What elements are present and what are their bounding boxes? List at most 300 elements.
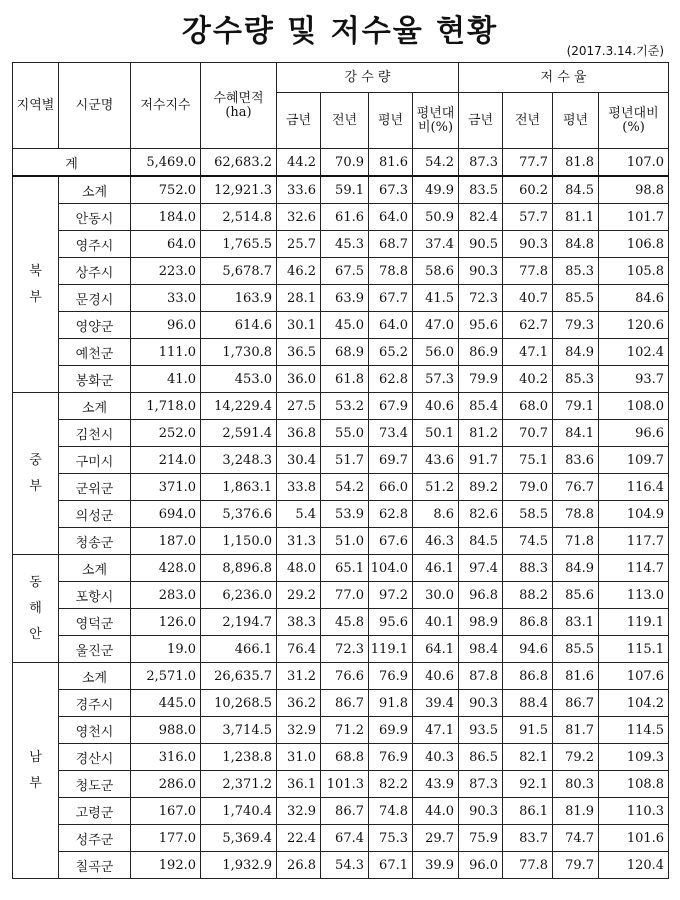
table-cell: 86.8 xyxy=(503,609,553,636)
table-cell: 1,740.4 xyxy=(201,798,277,825)
table-cell: 62.8 xyxy=(369,366,413,393)
table-cell: 68.8 xyxy=(321,744,369,771)
table-cell: 96.0 xyxy=(131,312,201,339)
table-cell: 44.2 xyxy=(277,149,321,177)
table-cell: 82.2 xyxy=(369,771,413,798)
table-cell: 77.7 xyxy=(503,149,553,177)
city-name: 울진군 xyxy=(59,636,131,663)
table-cell: 54.2 xyxy=(413,149,459,177)
table-row xyxy=(13,474,669,501)
table-cell: 33.6 xyxy=(277,176,321,204)
table-cell: 187.0 xyxy=(131,528,201,555)
table-row xyxy=(13,420,669,447)
table-cell: 45.0 xyxy=(321,312,369,339)
table-cell: 41.5 xyxy=(413,285,459,312)
table-cell: 2,371.2 xyxy=(201,771,277,798)
table-cell: 75.3 xyxy=(369,825,413,852)
table-cell: 78.8 xyxy=(369,258,413,285)
table-cell: 75.9 xyxy=(459,825,503,852)
table-cell: 163.9 xyxy=(201,285,277,312)
table-cell: 76.7 xyxy=(553,474,599,501)
table-cell: 5,469.0 xyxy=(131,149,201,177)
table-cell: 98.8 xyxy=(599,176,669,204)
table-cell: 51.2 xyxy=(413,474,459,501)
region-text: 남부 xyxy=(29,749,42,791)
table-cell: 90.3 xyxy=(459,798,503,825)
table-cell: 1,932.9 xyxy=(201,852,277,879)
table-cell: 89.2 xyxy=(459,474,503,501)
city-name: 칠곡군 xyxy=(59,852,131,879)
table-cell: 64.0 xyxy=(369,204,413,231)
table-cell: 67.6 xyxy=(369,528,413,555)
table-cell: 93.5 xyxy=(459,717,503,744)
table-cell: 26.8 xyxy=(277,852,321,879)
table-cell: 80.3 xyxy=(553,771,599,798)
table-cell: 114.7 xyxy=(599,555,669,582)
table-cell: 86.7 xyxy=(321,798,369,825)
document-title: 강수량 및 저수율 현황 xyxy=(181,14,499,49)
table-cell: 91.8 xyxy=(369,690,413,717)
table-cell: 54.2 xyxy=(321,474,369,501)
table-cell: 84.8 xyxy=(553,231,599,258)
table-cell: 64.0 xyxy=(131,231,201,258)
table-cell: 109.3 xyxy=(599,744,669,771)
table-cell: 119.1 xyxy=(599,609,669,636)
table-cell: 87.3 xyxy=(459,771,503,798)
table-cell: 1,730.8 xyxy=(201,339,277,366)
header-region: 지역별 xyxy=(13,63,59,149)
table-cell: 83.5 xyxy=(459,176,503,204)
table-cell: 316.0 xyxy=(131,744,201,771)
table-cell: 1,863.1 xyxy=(201,474,277,501)
table-cell: 283.0 xyxy=(131,582,201,609)
table-cell: 79.7 xyxy=(553,852,599,879)
table-cell: 84.9 xyxy=(553,339,599,366)
region-label xyxy=(13,176,59,393)
table-row xyxy=(13,528,669,555)
table-cell: 74.7 xyxy=(553,825,599,852)
table-row xyxy=(13,231,669,258)
table-cell: 77.8 xyxy=(503,852,553,879)
table-cell: 752.0 xyxy=(131,176,201,204)
table-cell: 40.3 xyxy=(413,744,459,771)
table-cell: 45.8 xyxy=(321,609,369,636)
table-cell: 69.9 xyxy=(369,717,413,744)
table-cell: 115.1 xyxy=(599,636,669,663)
table-cell: 68.7 xyxy=(369,231,413,258)
table-cell: 81.6 xyxy=(369,149,413,177)
city-name: 안동시 xyxy=(59,204,131,231)
table-cell: 83.1 xyxy=(553,609,599,636)
table-cell: 19.0 xyxy=(131,636,201,663)
table-cell: 82.6 xyxy=(459,501,503,528)
table-cell: 88.3 xyxy=(503,555,553,582)
table-cell: 85.3 xyxy=(553,366,599,393)
table-row xyxy=(13,555,669,582)
table-cell: 85.4 xyxy=(459,393,503,420)
table-cell: 46.3 xyxy=(413,528,459,555)
table-cell: 12,921.3 xyxy=(201,176,277,204)
table-cell: 72.3 xyxy=(321,636,369,663)
table-cell: 5,678.7 xyxy=(201,258,277,285)
table-cell: 1,150.0 xyxy=(201,528,277,555)
table-cell: 95.6 xyxy=(369,609,413,636)
table-cell: 85.3 xyxy=(553,258,599,285)
table-cell: 223.0 xyxy=(131,258,201,285)
city-name: 경주시 xyxy=(59,690,131,717)
rainfall-storage-table xyxy=(12,62,669,879)
table-cell: 371.0 xyxy=(131,474,201,501)
table-row xyxy=(13,501,669,528)
table-cell: 25.7 xyxy=(277,231,321,258)
table-cell: 68.0 xyxy=(503,393,553,420)
table-cell: 453.0 xyxy=(201,366,277,393)
table-row xyxy=(13,312,669,339)
table-cell: 29.2 xyxy=(277,582,321,609)
table-cell: 86.7 xyxy=(321,690,369,717)
city-name: 김천시 xyxy=(59,420,131,447)
table-cell: 68.9 xyxy=(321,339,369,366)
table-cell: 58.6 xyxy=(413,258,459,285)
header-rain-this-year: 금년 xyxy=(277,93,321,149)
table-cell: 28.1 xyxy=(277,285,321,312)
table-cell: 53.2 xyxy=(321,393,369,420)
city-name: 상주시 xyxy=(59,258,131,285)
table-cell: 111.0 xyxy=(131,339,201,366)
header-count: 저수지수 xyxy=(131,63,201,149)
table-cell: 50.1 xyxy=(413,420,459,447)
table-cell: 81.7 xyxy=(553,717,599,744)
table-cell: 63.9 xyxy=(321,285,369,312)
table-cell: 988.0 xyxy=(131,717,201,744)
header-storage: 저 수 율 xyxy=(459,63,669,93)
table-cell: 1,718.0 xyxy=(131,393,201,420)
city-name: 포항시 xyxy=(59,582,131,609)
table-cell: 8.6 xyxy=(413,501,459,528)
table-cell: 84.6 xyxy=(599,285,669,312)
table-row xyxy=(13,663,669,690)
table-row xyxy=(13,717,669,744)
table-cell: 67.7 xyxy=(369,285,413,312)
table-cell: 36.8 xyxy=(277,420,321,447)
header-rain-last-year: 전년 xyxy=(321,93,369,149)
table-cell: 83.7 xyxy=(503,825,553,852)
table-cell: 45.3 xyxy=(321,231,369,258)
table-cell: 53.9 xyxy=(321,501,369,528)
table-cell: 84.1 xyxy=(553,420,599,447)
table-cell: 114.5 xyxy=(599,717,669,744)
table-cell: 57.7 xyxy=(503,204,553,231)
table-cell: 90.3 xyxy=(459,690,503,717)
table-cell: 90.5 xyxy=(459,231,503,258)
table-cell: 98.9 xyxy=(459,609,503,636)
table-cell: 445.0 xyxy=(131,690,201,717)
table-cell: 46.1 xyxy=(413,555,459,582)
table-cell: 167.0 xyxy=(131,798,201,825)
table-cell: 22.4 xyxy=(277,825,321,852)
table-cell: 84.5 xyxy=(553,176,599,204)
table-cell: 3,714.5 xyxy=(201,717,277,744)
city-name: 소계 xyxy=(59,176,131,204)
table-cell: 66.0 xyxy=(369,474,413,501)
total-label: 계 xyxy=(13,149,131,177)
table-row xyxy=(13,609,669,636)
table-cell: 65.2 xyxy=(369,339,413,366)
table-cell: 2,194.7 xyxy=(201,609,277,636)
table-row xyxy=(13,176,669,204)
table-cell: 184.0 xyxy=(131,204,201,231)
table-cell: 84.9 xyxy=(553,555,599,582)
table-cell: 87.8 xyxy=(459,663,503,690)
table-cell: 71.8 xyxy=(553,528,599,555)
table-cell: 39.4 xyxy=(413,690,459,717)
city-name: 영주시 xyxy=(59,231,131,258)
header-rain-avg-year: 평년 xyxy=(369,93,413,149)
table-cell: 6,236.0 xyxy=(201,582,277,609)
table-cell: 33.8 xyxy=(277,474,321,501)
table-body xyxy=(13,149,669,879)
table-cell: 57.3 xyxy=(413,366,459,393)
table-cell: 61.8 xyxy=(321,366,369,393)
table-cell: 95.6 xyxy=(459,312,503,339)
table-cell: 30.4 xyxy=(277,447,321,474)
region-text: 동해안 xyxy=(29,574,42,642)
table-cell: 10,268.5 xyxy=(201,690,277,717)
table-row xyxy=(13,366,669,393)
table-cell: 91.5 xyxy=(503,717,553,744)
table-cell: 5.4 xyxy=(277,501,321,528)
table-cell: 85.6 xyxy=(553,582,599,609)
table-cell: 694.0 xyxy=(131,501,201,528)
table-cell: 38.3 xyxy=(277,609,321,636)
city-name: 군위군 xyxy=(59,474,131,501)
region-text: 북부 xyxy=(29,263,42,305)
table-cell: 30.0 xyxy=(413,582,459,609)
header-storage-vs-avg: 평년대비(%) xyxy=(599,93,669,149)
table-cell: 14,229.4 xyxy=(201,393,277,420)
table-cell: 75.1 xyxy=(503,447,553,474)
table-cell: 40.6 xyxy=(413,393,459,420)
table-cell: 108.8 xyxy=(599,771,669,798)
table-cell: 105.8 xyxy=(599,258,669,285)
table-row xyxy=(13,447,669,474)
table-cell: 76.9 xyxy=(369,744,413,771)
table-cell: 252.0 xyxy=(131,420,201,447)
city-name: 소계 xyxy=(59,555,131,582)
table-cell: 72.3 xyxy=(459,285,503,312)
table-cell: 77.0 xyxy=(321,582,369,609)
table-cell: 88.4 xyxy=(503,690,553,717)
table-cell: 46.2 xyxy=(277,258,321,285)
table-cell: 36.2 xyxy=(277,690,321,717)
header-rainfall: 강 수 량 xyxy=(277,63,459,93)
table-cell: 466.1 xyxy=(201,636,277,663)
table-cell: 104.0 xyxy=(369,555,413,582)
header-storage-this-year: 금년 xyxy=(459,93,503,149)
table-cell: 90.3 xyxy=(459,258,503,285)
table-cell: 73.4 xyxy=(369,420,413,447)
table-cell: 109.7 xyxy=(599,447,669,474)
table-cell: 85.5 xyxy=(553,636,599,663)
table-cell: 33.0 xyxy=(131,285,201,312)
table-cell: 96.8 xyxy=(459,582,503,609)
table-cell: 29.7 xyxy=(413,825,459,852)
table-cell: 614.6 xyxy=(201,312,277,339)
table-cell: 32.9 xyxy=(277,717,321,744)
table-cell: 27.5 xyxy=(277,393,321,420)
table-cell: 97.4 xyxy=(459,555,503,582)
table-cell: 71.2 xyxy=(321,717,369,744)
region-label xyxy=(13,663,59,879)
table-cell: 5,369.4 xyxy=(201,825,277,852)
table-cell: 116.4 xyxy=(599,474,669,501)
table-cell: 2,571.0 xyxy=(131,663,201,690)
table-cell: 81.6 xyxy=(553,663,599,690)
city-name: 소계 xyxy=(59,663,131,690)
region-label xyxy=(13,555,59,663)
table-cell: 83.6 xyxy=(553,447,599,474)
table-cell: 177.0 xyxy=(131,825,201,852)
table-cell: 1,238.8 xyxy=(201,744,277,771)
table-cell: 192.0 xyxy=(131,852,201,879)
table-cell: 86.9 xyxy=(459,339,503,366)
table-cell: 78.8 xyxy=(553,501,599,528)
table-cell: 44.0 xyxy=(413,798,459,825)
table-cell: 97.2 xyxy=(369,582,413,609)
table-cell: 64.1 xyxy=(413,636,459,663)
table-cell: 67.1 xyxy=(369,852,413,879)
table-cell: 64.0 xyxy=(369,312,413,339)
table-cell: 82.1 xyxy=(503,744,553,771)
table-cell: 49.9 xyxy=(413,176,459,204)
table-cell: 79.2 xyxy=(553,744,599,771)
table-cell: 70.9 xyxy=(321,149,369,177)
table-cell: 61.6 xyxy=(321,204,369,231)
header-city: 시군명 xyxy=(59,63,131,149)
table-cell: 62.8 xyxy=(369,501,413,528)
table-row xyxy=(13,798,669,825)
table-cell: 48.0 xyxy=(277,555,321,582)
table-cell: 84.5 xyxy=(459,528,503,555)
table-cell: 26,635.7 xyxy=(201,663,277,690)
table-cell: 8,896.8 xyxy=(201,555,277,582)
table-cell: 88.2 xyxy=(503,582,553,609)
table-cell: 85.5 xyxy=(553,285,599,312)
table-cell: 51.7 xyxy=(321,447,369,474)
city-name: 고령군 xyxy=(59,798,131,825)
table-row xyxy=(13,393,669,420)
table-cell: 40.7 xyxy=(503,285,553,312)
table-cell: 76.9 xyxy=(369,663,413,690)
table-row xyxy=(13,744,669,771)
region-text: 중부 xyxy=(29,452,42,494)
table-cell: 92.1 xyxy=(503,771,553,798)
header-storage-avg-year: 평년 xyxy=(553,93,599,149)
table-cell: 3,248.3 xyxy=(201,447,277,474)
city-name: 소계 xyxy=(59,393,131,420)
table-cell: 81.2 xyxy=(459,420,503,447)
city-name: 의성군 xyxy=(59,501,131,528)
table-cell: 101.7 xyxy=(599,204,669,231)
table-cell: 65.1 xyxy=(321,555,369,582)
city-name: 문경시 xyxy=(59,285,131,312)
table-cell: 214.0 xyxy=(131,447,201,474)
table-cell: 55.0 xyxy=(321,420,369,447)
table-cell: 47.1 xyxy=(413,717,459,744)
city-name: 영덕군 xyxy=(59,609,131,636)
table-cell: 67.3 xyxy=(369,176,413,204)
table-cell: 120.4 xyxy=(599,852,669,879)
table-cell: 87.3 xyxy=(459,149,503,177)
city-name: 예천군 xyxy=(59,339,131,366)
table-cell: 104.2 xyxy=(599,690,669,717)
table-cell: 86.1 xyxy=(503,798,553,825)
table-cell: 47.0 xyxy=(413,312,459,339)
table-cell: 70.7 xyxy=(503,420,553,447)
table-cell: 36.0 xyxy=(277,366,321,393)
table-cell: 81.1 xyxy=(553,204,599,231)
table-cell: 96.0 xyxy=(459,852,503,879)
table-cell: 77.8 xyxy=(503,258,553,285)
table-cell: 101.3 xyxy=(321,771,369,798)
table-cell: 2,591.4 xyxy=(201,420,277,447)
city-name: 경산시 xyxy=(59,744,131,771)
table-cell: 1,765.5 xyxy=(201,231,277,258)
table-cell: 58.5 xyxy=(503,501,553,528)
table-cell: 5,376.6 xyxy=(201,501,277,528)
table-cell: 104.9 xyxy=(599,501,669,528)
table-cell: 54.3 xyxy=(321,852,369,879)
table-cell: 79.0 xyxy=(503,474,553,501)
table-cell: 43.9 xyxy=(413,771,459,798)
table-cell: 60.2 xyxy=(503,176,553,204)
table-cell: 74.5 xyxy=(503,528,553,555)
table-cell: 67.4 xyxy=(321,825,369,852)
table-cell: 62,683.2 xyxy=(201,149,277,177)
table-row xyxy=(13,636,669,663)
table-cell: 102.4 xyxy=(599,339,669,366)
city-name: 성주군 xyxy=(59,825,131,852)
table-cell: 113.0 xyxy=(599,582,669,609)
table-cell: 30.1 xyxy=(277,312,321,339)
table-cell: 59.1 xyxy=(321,176,369,204)
table-row xyxy=(13,852,669,879)
table-cell: 98.4 xyxy=(459,636,503,663)
table-cell: 67.9 xyxy=(369,393,413,420)
table-cell: 31.3 xyxy=(277,528,321,555)
table-row xyxy=(13,690,669,717)
table-cell: 40.6 xyxy=(413,663,459,690)
city-name: 청도군 xyxy=(59,771,131,798)
table-cell: 79.3 xyxy=(553,312,599,339)
table-cell: 86.8 xyxy=(503,663,553,690)
table-cell: 32.9 xyxy=(277,798,321,825)
header-area: 수혜면적(ha) xyxy=(201,63,277,149)
table-cell: 76.4 xyxy=(277,636,321,663)
table-cell: 107.0 xyxy=(599,149,669,177)
table-cell: 93.7 xyxy=(599,366,669,393)
table-cell: 286.0 xyxy=(131,771,201,798)
table-row xyxy=(13,204,669,231)
table-cell: 56.0 xyxy=(413,339,459,366)
header-storage-last-year: 전년 xyxy=(503,93,553,149)
table-cell: 81.9 xyxy=(553,798,599,825)
table-cell: 67.5 xyxy=(321,258,369,285)
table-cell: 79.1 xyxy=(553,393,599,420)
table-cell: 43.6 xyxy=(413,447,459,474)
table-cell: 36.5 xyxy=(277,339,321,366)
table-cell: 120.6 xyxy=(599,312,669,339)
